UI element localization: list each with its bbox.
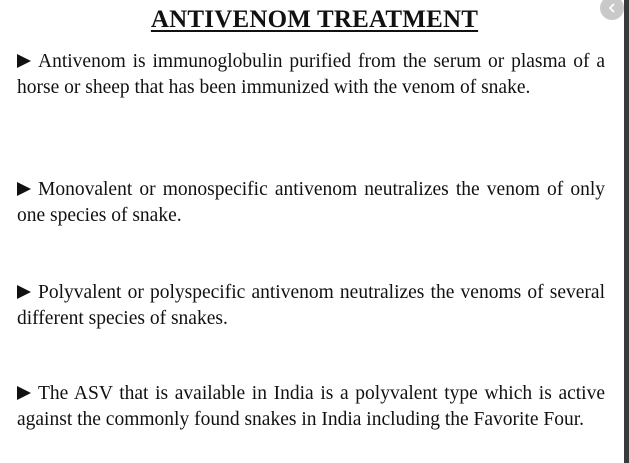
right-pointer-icon	[17, 182, 31, 196]
bullet-item	[17, 280, 605, 332]
bullet-text: The ASV that is available in India is a polyvalent type which is active against the commonly found snakes in India including the Favorite Four.	[17, 383, 605, 430]
slide-title: ANTIVENOM TREATMENT	[150, 6, 479, 33]
bullet-text: Polyvalent or polyspecific antivenom neutralizes the venoms of several different species of snakes.	[17, 282, 605, 329]
right-pointer-icon	[17, 285, 31, 299]
bullet-item	[17, 381, 605, 433]
right-pointer-icon	[17, 386, 31, 400]
right-pointer-icon	[17, 54, 31, 68]
bullet-item	[17, 177, 605, 229]
bullet-text: Antivenom is immunoglobulin purified from the serum or plasma of a horse or sheep that has been immunized with the venom of snake.	[17, 51, 605, 98]
bullet-item	[17, 49, 605, 101]
bullet-text: Monovalent or monospecific antivenom neutralizes the venom of only one species of snake.	[17, 179, 605, 226]
viewer-edge	[624, 0, 629, 463]
chevron-left-icon	[607, 3, 617, 13]
